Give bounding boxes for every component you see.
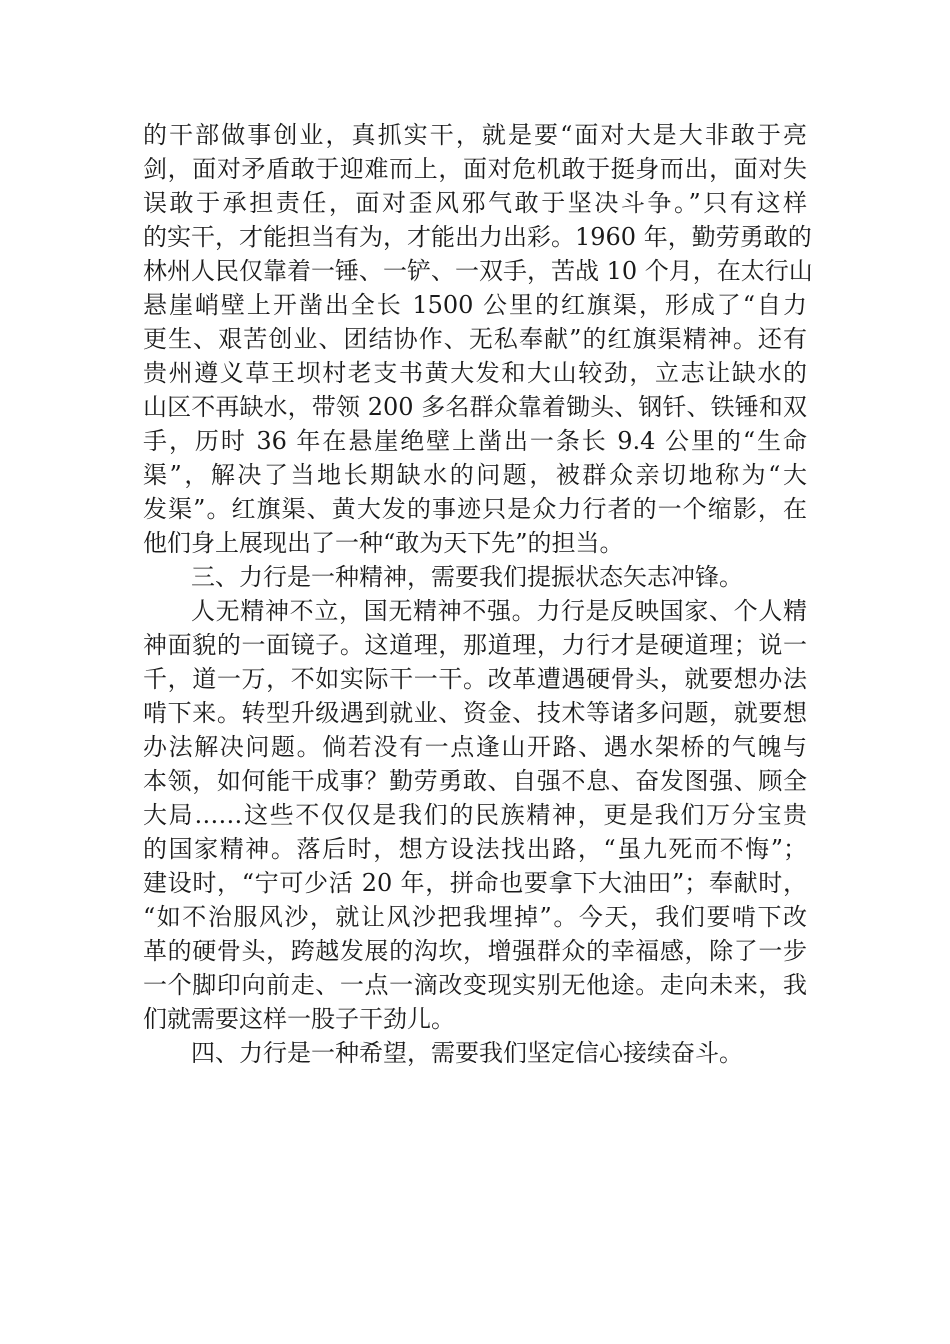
body-text [143,118,813,1070]
text-line: 千，道一万，不如实际干一干。改革遭遇硬骨头，就要想办法 [143,665,807,693]
text-line: 更生、艰苦创业、团结协作、无私奉献”的红旗渠精神。还有 [143,325,807,353]
text-line: 山区不再缺水，带领 200 多名群众靠着锄头、钢钎、铁锤和双 [143,393,807,421]
text-line: 的实干，才能担当有为，才能出力出彩。1960 年，勤劳勇敢的 [143,223,812,251]
text-line: 革的硬骨头，跨越发展的沟坎，增强群众的幸福感，除了一步 [143,937,807,965]
text-line: 他们身上展现出了一种“敢为天下先”的担当。 [143,529,624,557]
text-line: 啃下来。转型升级遇到就业、资金、技术等诸多问题，就要想 [143,699,807,727]
text-line: 们就需要这样一股子干劲儿。 [143,1005,455,1033]
text-line: 办法解决问题。倘若没有一点逢山开路、遇水架桥的气魄与 [143,733,807,761]
text-line: 的国家精神。落后时，想方设法找出路，“虽九死而不悔”； [143,835,807,863]
section-heading: 三、力行是一种精神，需要我们提振状态矢志冲锋。 [191,563,743,591]
text-line: “如不治服风沙，就让风沙把我埋掉”。今天，我们要啃下改 [143,903,807,931]
text-line: 发渠”。红旗渠、黄大发的事迹只是众力行者的一个缩影，在 [143,495,807,523]
text-line: 人无精神不立，国无精神不强。力行是反映国家、个人精 [191,597,807,625]
text-line: 剑，面对矛盾敢于迎难而上，面对危机敢于挺身而出，面对失 [143,155,807,183]
text-line: 本领，如何能干成事？勤劳勇敢、自强不息、奋发图强、顾全 [143,767,807,795]
text-line: 一个脚印向前走、一点一滴改变现实别无他途。走向未来，我 [143,971,807,999]
text-line: 林州人民仅靠着一锤、一铲、一双手，苦战 10 个月，在太行山 [143,257,813,285]
text-line: 贵州遵义草王坝村老支书黄大发和大山较劲，立志让缺水的 [143,359,807,387]
text-line: 神面貌的一面镜子。这道理，那道理，力行才是硬道理；说一 [143,631,807,659]
text-line: 悬崖峭壁上开凿出全长 1500 公里的红旗渠，形成了“自力 [143,291,807,319]
section-heading: 四、力行是一种希望，需要我们坚定信心接续奋斗。 [191,1039,743,1067]
text-line: 误敢于承担责任，面对歪风邪气敢于坚决斗争。”只有这样 [143,189,807,217]
text-line: 的干部做事创业，真抓实干，就是要“面对大是大非敢于亮 [143,121,807,149]
text-line: 建设时，“宁可少活 20 年，拼命也要拿下大油田”；奉献时， [143,869,807,897]
text-line: 大局……这些不仅仅是我们的民族精神，更是我们万分宝贵 [143,801,807,829]
text-line: 渠”，解决了当地长期缺水的问题，被群众亲切地称为“大 [143,461,807,489]
text-line: 手，历时 36 年在悬崖绝壁上凿出一条长 9.4 公里的“生命 [143,427,807,455]
